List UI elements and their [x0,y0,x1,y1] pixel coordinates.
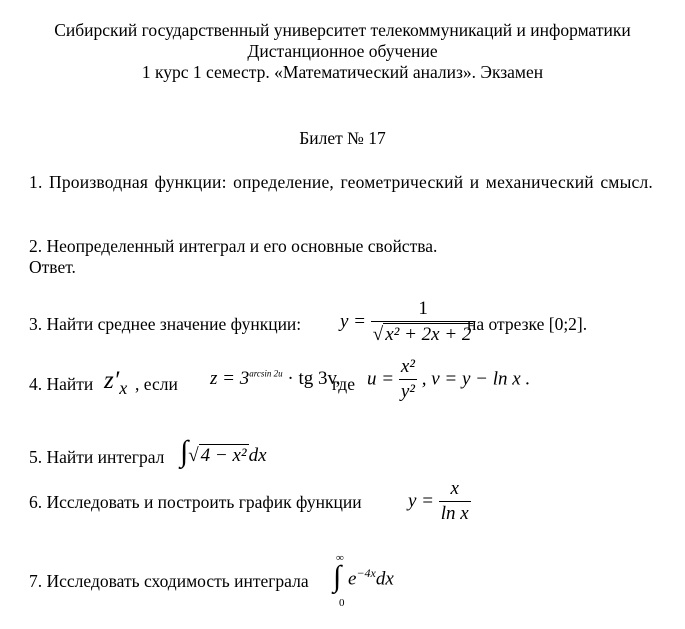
q5-integrand: 4 − x² [200,445,247,466]
question-3-formula [340,298,475,346]
q4-u-den: y² [400,381,415,402]
q4-expr2: · tg 3v, [287,368,341,389]
university-name: Сибирский государственный университет телекоммуникаций и информатики [54,20,631,40]
document-header [0,20,685,83]
q3-numerator: 1 [418,298,428,319]
q4-z-derivative [104,367,127,399]
question-6-prefix: 6. Исследовать и построить график функции [29,492,362,512]
q4-z: z′ [104,367,120,394]
question-7-prefix: 7. Исследовать сходимость интеграла [29,571,309,591]
q3-lhs: y = [340,311,367,332]
q6-formula [408,478,471,525]
q4-mid1: , если [135,374,178,394]
q7-integrand [348,566,394,590]
q5-dx: dx [248,445,267,466]
q5-formula: ∫√ 4 − x² dx [180,435,267,468]
education-form: Дистанционное обучение [247,41,438,61]
q4-exp-sup: arcsin 2u [249,368,283,379]
ticket-title: Билет № 17 [299,128,386,148]
q4-u-fraction [399,356,417,403]
q3-radicand: x² + 2x + 2 [385,324,472,345]
answer-label: Ответ. [29,257,76,277]
question-1: 1. Производная функции: определение, геометрический и механический смысл. [29,172,653,192]
q7-integral-sign [333,562,341,592]
question-3-prefix: 3. Найти среднее значение функции: [29,314,302,334]
q7-dx: dx [375,568,394,590]
q7-upper-limit: ∞ [336,552,344,564]
q4-z-sub: x [119,378,128,398]
q4-u-lhs: u = [367,368,395,390]
q6-den: ln x [440,503,469,524]
course-exam-title: 1 курс 1 семестр. «Математический анализ». Экзамен [141,62,544,82]
q6-fraction [439,478,471,525]
q3-fraction [371,298,476,346]
q4-mid2: где [332,374,355,394]
q4-expr1: z = 3 [210,368,250,389]
q5-integral-sign: ∫ [180,435,189,468]
q4-u-num: x² [400,356,415,377]
q4-u-formula [367,356,530,403]
question-2 [29,236,437,278]
question-5-prefix: 5. Найти интеграл [29,447,165,467]
question-4-prefix: 4. Найти [29,374,94,394]
question-3-suffix: на отрезке [0;2]. [467,314,588,334]
q7-base: e [348,568,357,590]
q4-v-expr: , v = y − ln x . [421,368,531,390]
q4-expr [210,368,341,390]
question-2-text: 2. Неопределенный интеграл и его основные свойства. [29,236,438,256]
q7-lower-limit: 0 [339,597,345,609]
q3-denominator: √ x² + 2x + 2 [371,321,476,346]
q6-num: x [450,478,459,499]
q7-integral-symbol: ∫ [333,560,342,593]
q7-exponent: −4x [356,566,376,580]
q6-lhs: y = [408,490,435,512]
